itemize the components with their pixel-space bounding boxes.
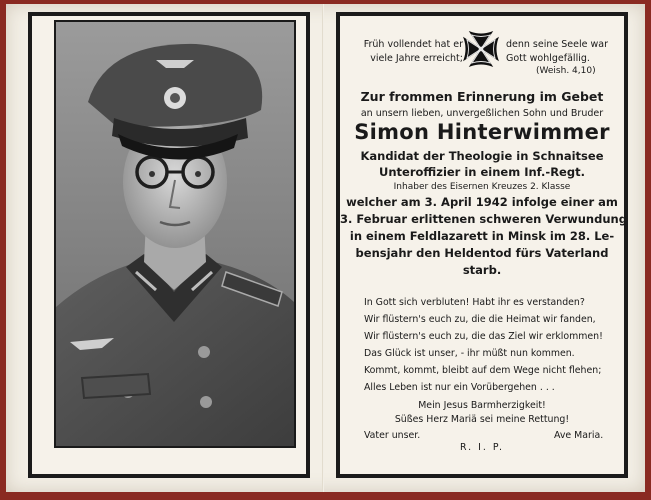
closing-line-2: Süßes Herz Mariä sei meine Rettung! — [394, 414, 570, 425]
title-line-1: Kandidat der Theologie in Schnaitsee — [360, 149, 604, 163]
death-text-line: welcher am 3. April 1942 infolge einer am — [346, 195, 618, 209]
death-text-line: starb. — [462, 263, 502, 277]
closing-line-1: Mein Jesus Barmherzigkeit! — [418, 400, 546, 411]
poem — [364, 294, 624, 396]
poem-line: Kommt, kommt, bleibt auf dem Wege nicht flehen; — [364, 365, 602, 376]
deceased-name: Simon Hinterwimmer — [354, 120, 610, 144]
epigraph-reference: (Weish. 4,10) — [536, 66, 596, 76]
epigraph-right-line: denn seine Seele war — [506, 39, 608, 50]
death-text-line: bensjahr den Heldentod fürs Vaterland — [355, 246, 609, 260]
poem-line: Das Glück ist unser, - ihr müßt nun kommen. — [364, 348, 575, 359]
poem-line: Wir flüstern's euch zu, die das Ziel wir erklommen! — [364, 331, 603, 342]
iron-cross-icon — [461, 29, 501, 69]
poem-line: Wir flüstern's euch zu, die die Heimat wir fanden, — [364, 314, 596, 325]
vater-unser: Vater unser. — [364, 430, 421, 441]
title-line-2: Unteroffizier in einem Inf.-Regt. — [379, 165, 585, 179]
title-line-3: Inhaber des Eisernen Kreuzes 2. Klasse — [393, 182, 571, 192]
epigraph-left — [358, 38, 463, 66]
poem-line: Alles Leben ist nur ein Vorübergehen . . . — [364, 382, 555, 393]
header-line-2: an unsern lieben, unvergeßlichen Sohn und Bruder — [360, 108, 604, 119]
epigraph-right-line: Gott wohlgefällig. — [506, 53, 590, 64]
portrait-photo — [54, 20, 296, 448]
epigraph-left-line: Früh vollendet hat er — [363, 39, 463, 50]
poem-line: In Gott sich verbluten! Habt ihr es verstanden? — [364, 297, 585, 308]
card-fold — [322, 4, 324, 492]
rip-text: R. I. P. — [459, 442, 505, 453]
memorial-text — [340, 16, 627, 474]
death-text-line: in einem Feldlazarett in Minsk im 28. Le- — [349, 229, 615, 243]
epigraph-left-line: viele Jahre erreicht; — [370, 53, 463, 64]
epigraph-right — [506, 38, 616, 66]
ave-maria: Ave Maria. — [554, 430, 604, 441]
death-text-line: 3. Februar erlittenen schweren Verwundung — [340, 212, 627, 226]
header-line-1: Zur frommen Erinnerung im Gebet — [360, 89, 604, 104]
